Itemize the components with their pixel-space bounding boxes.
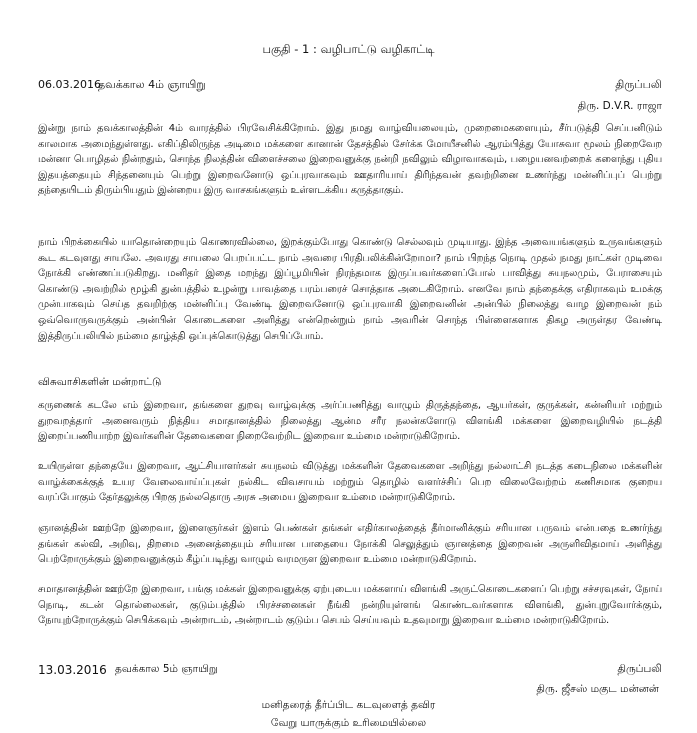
prayer-item: கருணைக் கடலே எம் இறைவா, தங்களை துறவு வாழ்வுக்கு அர்ப்பணித்து வாழும் திருத்தந்தை, ஆயர்கள், குருக்கள், கன்னியர் மற்றும் துறவறத்தார் அனைவரும் நித்திய சமாதானத்தில் நிலைத்து ஆன்ம சரீர நலன்களோடு விளங்கி மக்களை இறைவழியில் நடத்தி இறைப்பணியாற்ற இவர்களின் தேவைகளை நிறைவேற்றிட இறைவா உம்மை மன்றாடுகிறோம். (38, 400, 662, 443)
entry-sunday: தவக்கால 5ம் ஞாயிறு (115, 663, 218, 675)
entry-parish: திருப்பலி (615, 78, 662, 91)
prayer-item: சமாதானத்தின் ஊற்றே இறைவா, பங்கு மக்கள் இறைவனுக்கு ஏற்புடைய மக்களாய் விளங்கி அருட்கொடைகளைப் பெற்று சச்சரவுகள், நோய் நொடி, கடன் தொல்லைகள், குடும்பத்தில் பிரச்சனைகள் நீங்கி நன்றியுள்ளங் கொண்டவர்களாக விளங்கி, துன்புறுவோர்க்கும், நோயுற்றோருக்கும் செபிக்கவும் அன்றாடம், அன்றாடம் குடும்ப செபம் செய்யவும் உதவுமாறு இறைவா உம்மை மன்றாடுகிறோம். (38, 584, 662, 627)
entry-sunday: தவக்கால 4ம் ஞாயிறு (98, 78, 206, 91)
entry-parish: திருப்பலி (617, 663, 662, 675)
entry-date: 06.03.2016 (38, 78, 101, 91)
closing-quote-line: வேறு யாருக்கும் உரிமையில்லை (270, 717, 427, 729)
entry-date: 13.03.2016 (38, 663, 107, 677)
prayers-heading: விசுவாசிகளின் மன்றாட்டு (38, 376, 162, 388)
intro-paragraph: இன்று நாம் தவக்காலத்தின் 4ம் வாரத்தில் பிரவேசிக்கிறோம். இது நமது வாழ்வியலையும், முறைமைகளையும், சீர்படுத்தி செப்பனிடும் காலமாக அமைந்துள்ளது. எகிப்திலிருந்த அடிமை மக்களை கானான் தேசத்தில் சேர்க்க மோயீசனில் ஆரம்பித்து யோசுவா மூலம் நிறைவேற மன்னா பொழிதல் நின்றதும், சொந்த நிலத்தின் விளைச்சலை இறைவனுக்கு நன்றி நவிலும் விழாவாகவும், பழையனவற்றைக் களைந்து புதிய இதயத்தையும் சிந்தனையும் பெற்று இறைவனோடு ஒப்புரவாகவும் ஊதாரியாய் திரிந்தவன் தவற்றினை உணர்ந்து மன்னிப்புப் பெற்று தந்தையிடம் திரும்பியதும் இன்றைய இரு வாசகங்களும் உள்ளடக்கிய கருத்தாகும். (38, 123, 662, 197)
prayer-item: ஞானத்தின் ஊற்றே இறைவா, இளைஞர்கள் இளம் பெண்கள் தங்கள் எதிர்காலத்தைத் தீர்மானிக்கும் சரியான பருவம் என்பதை உணர்ந்து தங்கள் கல்வி, அறிவு, திறமை அனைத்தையும் சரியான பாதையை நோக்கி செலுத்தும் ஞானத்தை இறைவன் அருளிவிதமாய் அளித்து பெற்றோருக்கும் இறைவனுக்கும் கீழ்ப்படிந்து வாழும் வரமருள இறைவா உம்மை மன்றாடுகிறோம். (38, 523, 662, 566)
entry-author: திரு. ஜீசஸ் மகுட மன்னன் (536, 683, 659, 695)
page-title: பகுதி - 1 : வழிபாட்டு வழிகாட்டி (262, 42, 435, 56)
reflection-paragraph: நாம் பிறக்கையில் யாதொன்றையும் கொணரவில்லை, இறக்கும்போது கொண்டு செல்லவும் முடியாது. இந்த அவையங்களும் உருவங்களும் கூட கடவுளது சாயலே. அவரது சாயலை பெறப்பட்ட நாம் அவரை பிரதிபலிக்கின்றோமா? நாம் பிறந்த நொடி முதல் நமது நாட்கள் முடிவை நோக்கி எண்ணப்படுகிறது. மனிதர் இதை மறந்து இப்பூமியின் நிரந்தமாக இருப்பவர்களைப்போல் பாவித்து சுயநலமும், பேராசையும் கொண்டு அவற்றில் மூழ்கி துன்பத்தில் உழன்று பாவத்தை பரம்பரைச் சொத்தாக அடைகிறோம். எனவே நாம் தந்தைக்கு எதிராகவும் உமக்கு முன்பாகவும் செய்த தவறிற்கு மன்னிப்பு வேண்டி இறைவனோடு ஒப்புரவாகி இறைவனின் அன்பில் நிலைத்து வாழ இறைவன் நம் ஒவ்வொருவருக்கும் அன்பின் கொடைகளை அளித்து என்றென்றும் நாம் அவரின் சொந்த பிள்ளைகளாக திகழ அருள்தர வேண்டி இத்திருப்பலியில் நம்மை தாழ்த்தி ஒப்புக்கொடுத்து செபிப்போம். (38, 237, 662, 342)
prayer-item: உயிருள்ள தந்தையே இறைவா, ஆட்சியாளர்கள் சுயநலம் விடுத்து மக்களின் தேவைகளை அறிந்து நல்லாட்சி நடத்த கடைநிலை மக்களின் வாழ்க்கைக்குத் உயர வேலைவாய்ப்புகள் நல்கிட விவசாயம் மற்றும் தொழில் வளர்ச்சிப் பெற விலைவேற்றம் கணிசமாக குறைய வரப்போகும் தேர்தலுக்கு பிறகு நல்லதொரு அரசு அமைய இறைவா உம்மை மன்றாடுகிறோம். (38, 461, 662, 504)
entry-author: திரு. D.V.R. ராஜா (577, 100, 662, 112)
closing-quote-line: மனிதரைத் தீர்ப்பிட கடவுளைத் தவிர (261, 699, 436, 711)
